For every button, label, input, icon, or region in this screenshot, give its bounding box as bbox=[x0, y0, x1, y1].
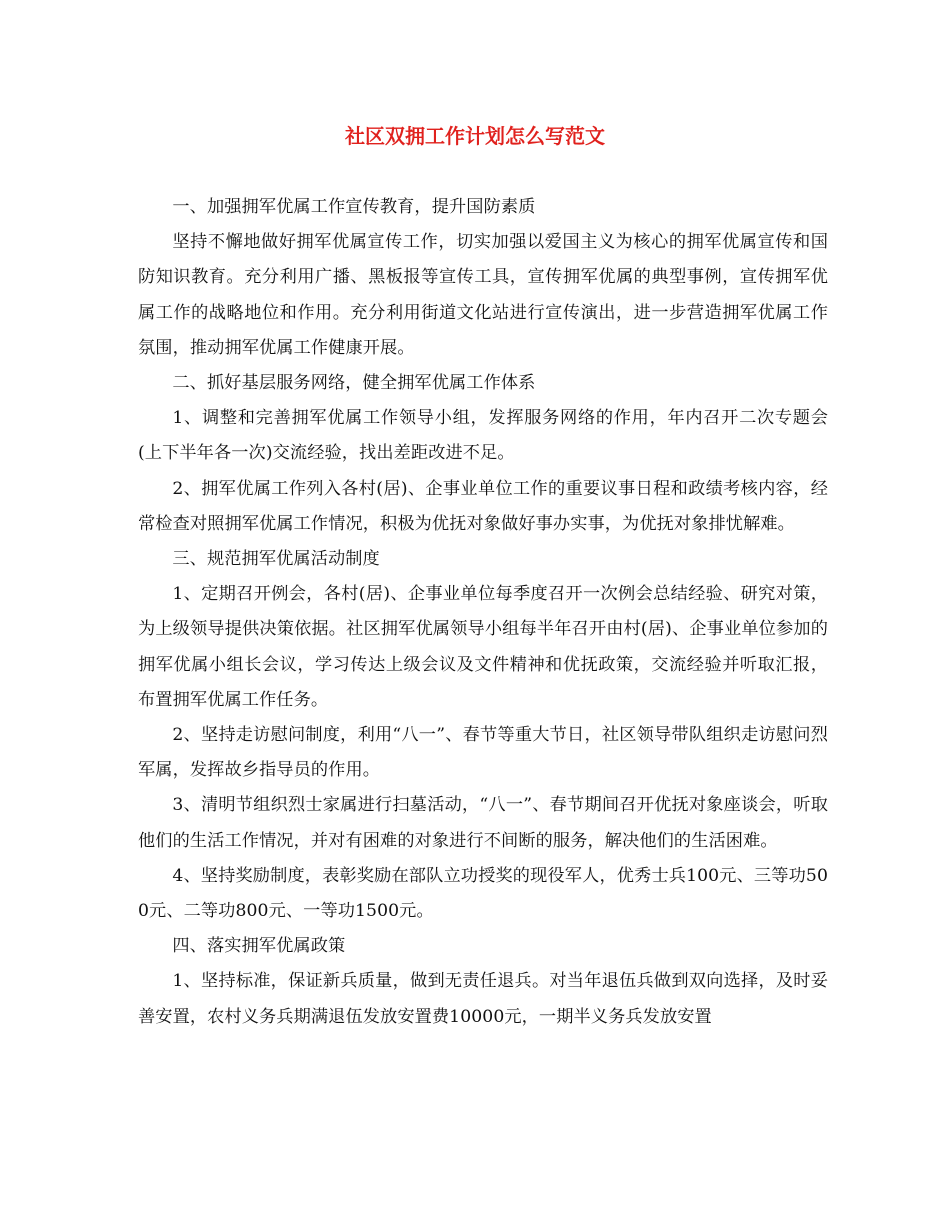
paragraph: 3、清明节组织烈士家属进行扫墓活动，“八一”、春节期间召开优抚对象座谈会，听取他们的生活工作情况，并对有困难的对象进行不间断的服务，解决他们的生活困难。 bbox=[138, 795, 828, 851]
section-heading-3: 三、规范拥军优属活动制度 bbox=[172, 549, 380, 570]
document-body bbox=[138, 190, 828, 1035]
document-title: 社区双拥工作计划怎么写范文 bbox=[345, 124, 605, 148]
paragraph: 2、拥军优属工作列入各村(居)、企事业单位工作的重要议事日程和政绩考核内容，经常检查对照拥军优属工作情况，积极为优抚对象做好事办实事，为优抚对象排忧解难。 bbox=[138, 478, 828, 534]
section-heading-2: 二、抓好基层服务网络，健全拥军优属工作体系 bbox=[172, 373, 536, 394]
paragraph: 4、坚持奖励制度，表彰奖励在部队立功授奖的现役军人，优秀士兵100元、三等功500元、二等功800元、一等功1500元。 bbox=[138, 865, 828, 922]
paragraph: 1、调整和完善拥军优属工作领导小组，发挥服务网络的作用，年内召开二次专题会(上下半年各一次)交流经验，找出差距改进不足。 bbox=[138, 408, 828, 464]
section-heading-4: 四、落实拥军优属政策 bbox=[172, 936, 346, 957]
section-heading-1: 一、加强拥军优属工作宣传教育，提升国防素质 bbox=[172, 197, 536, 217]
paragraph: 1、坚持标准，保证新兵质量，做到无责任退兵。对当年退伍兵做到双向选择，及时妥善安置，农村义务兵期满退伍发放安置费10000元，一期半义务兵发放安置 bbox=[138, 971, 828, 1027]
paragraph: 坚持不懈地做好拥军优属宣传工作，切实加强以爱国主义为核心的拥军优属宣传和国防知识教育。充分利用广播、黑板报等宣传工具，宣传拥军优属的典型事例，宣传拥军优属工作的战略地位和作用。充分利用街道文化站进行宣传演出，进一步营造拥军优属工作氛围，推动拥军优属工作健康开展。 bbox=[138, 232, 828, 358]
paragraph: 2、坚持走访慰问制度，利用“八一”、春节等重大节日，社区领导带队组织走访慰问烈军属，发挥故乡指导员的作用。 bbox=[138, 725, 828, 781]
paragraph: 1、定期召开例会，各村(居)、企事业单位每季度召开一次例会总结经验、研究对策，为上级领导提供决策依据。社区拥军优属领导小组每半年召开由村(居)、企事业单位参加的拥军优属小组长会议，学习传达上级会议及文件精神和优抚政策，交流经验并听取汇报，布置拥军优属工作任务。 bbox=[138, 584, 828, 710]
